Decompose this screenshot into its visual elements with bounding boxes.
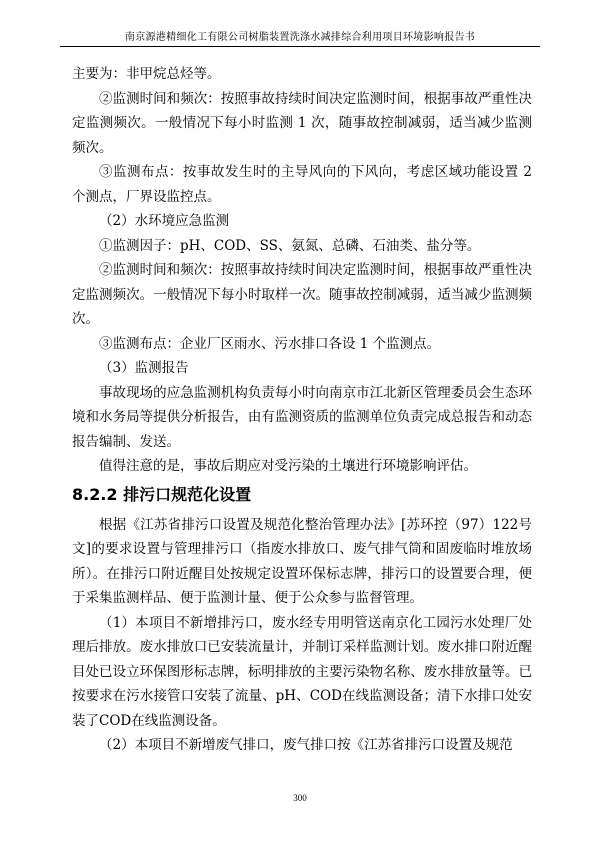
subheading-water-monitoring: （2）水环境应急监测 [99,213,230,229]
paragraph-air-monitoring-points: ③监测布点：按事故发生时的主导风向的下风向，考虑区域功能设置 2 个测点，厂界设监控点。 [72,164,532,205]
subheading-monitoring-report: （3）监测报告 [99,360,189,376]
paragraph-report-duty: 事故现场的应急监测机构负责每小时向南京市江北新区管理委员会生态环境和水务局等提供分析报告，由有监测资质的监测单位负责完成总报告和动态报告编制、发送。 [72,384,532,450]
paragraph-soil-assessment: 值得注意的是，事故后期应对受污染的土壤进行环境影响评估。 [99,458,477,474]
section-heading: 8.2.2 排污口规范化设置 [72,484,252,504]
page-number: 300 [293,793,307,803]
paragraph-continuation: 主要为：非甲烷总烃等。 [72,66,221,82]
paragraph-wastewater-outlet: （1）本项目不新增排污口，废水经专用明管送南京化工园污水处理厂处理后排放。废水排放口已安装流量计，并制订采样监测计划。废水排口附近醒目处已设立环保图形标志牌，标明排放的主要污染物名称、废水排放量等。已按要求在污水接管口安装了流量、pH、COD在线监测设备；清下水排口处安装了COD在线监测设备。 [72,614,532,729]
paragraph-outlet-rules: 根据《江苏省排污口设置及规范化整治管理办法》[苏环控（97）122号文]的要求设置与管理排污口（指废水排放口、废气排气筒和固废临时堆放场所）。在排污口附近醒目处按规定设置环保标志牌，排污口的设置要合理，便于采集监测样品、便于监测计量、便于公众参与监督管理。 [72,516,532,606]
paragraph-exhaust-outlet: （2）本项目不新增废气排口，废气排口按《江苏省排污口设置及规范 [99,737,513,753]
page-body [72,62,532,758]
paragraph-water-factors: ①监测因子：pH、COD、SS、氨氮、总磷、石油类、盐分等。 [99,237,481,254]
paragraph-water-monitoring-time: ②监测时间和频次：按照事故持续时间决定监测时间，根据事故严重性决定监测频次。一般情况下每小时取样一次。随事故控制减弱，适当减少监测频次。 [72,262,532,327]
paragraph-water-monitoring-points: ③监测布点：企业厂区雨水、污水排口各设 1 个监测点。 [99,335,441,352]
running-header: 南京源港精细化工有限公司树脂装置洗涤水减排综合利用项目环境影响报告书 [124,32,476,43]
paragraph-air-monitoring-time: ②监测时间和频次：按照事故持续时间决定监测时间，根据事故严重性决定监测频次。一般情况下每小时监测 1 次，随事故控制减弱，适当减少监测频次。 [72,90,532,156]
header-divider [60,46,540,47]
